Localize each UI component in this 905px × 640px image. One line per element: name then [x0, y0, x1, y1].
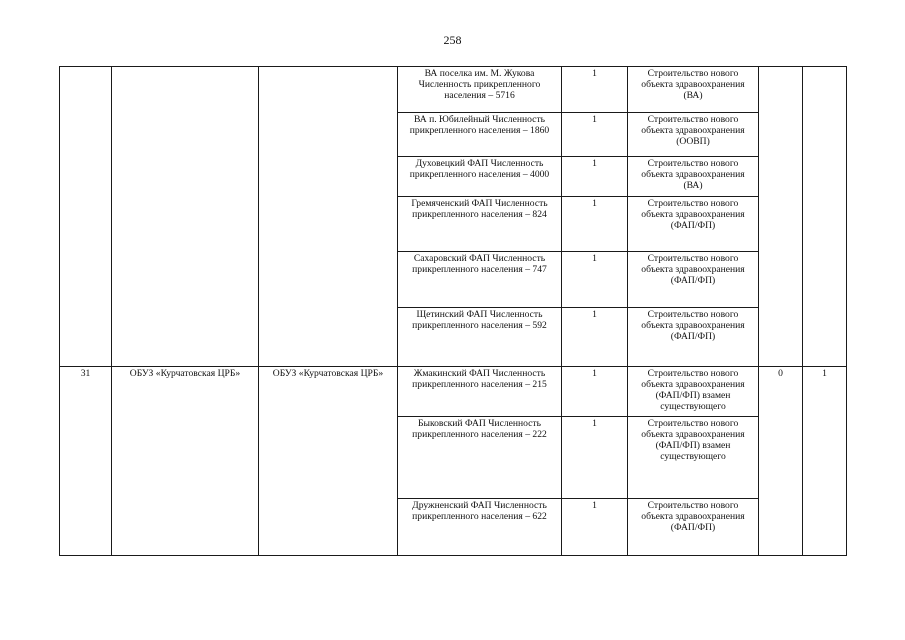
count-cell: 1	[562, 113, 628, 157]
org-cell-empty	[112, 67, 259, 367]
count-cell: 1	[562, 157, 628, 197]
action-cell: Строительство нового объекта здравоохранения (ФАП/ФП)	[628, 252, 759, 308]
count-cell: 1	[562, 499, 628, 556]
org-cell: ОБУЗ «Курчатовская ЦРБ»	[112, 367, 259, 556]
facility-cell: Сахаровский ФАП Численность прикрепленного населения – 747	[398, 252, 562, 308]
value-b-cell: 1	[803, 367, 847, 556]
count-cell: 1	[562, 367, 628, 417]
facility-cell: Дружненский ФАП Численность прикрепленного населения – 622	[398, 499, 562, 556]
count-cell: 1	[562, 197, 628, 252]
index-cell: 31	[60, 367, 112, 556]
value-b-cell-empty	[803, 67, 847, 367]
value-a-cell-empty	[759, 67, 803, 367]
count-cell: 1	[562, 308, 628, 367]
value-a-cell: 0	[759, 367, 803, 556]
count-cell: 1	[562, 417, 628, 499]
org-short-cell: ОБУЗ «Курчатовская ЦРБ»	[259, 367, 398, 556]
action-cell: Строительство нового объекта здравоохранения (ФАП/ФП)	[628, 197, 759, 252]
action-cell: Строительство нового объекта здравоохранения (ФАП/ФП) взамен существующего	[628, 367, 759, 417]
count-cell: 1	[562, 67, 628, 113]
action-cell: Строительство нового объекта здравоохранения (ВА)	[628, 157, 759, 197]
facility-cell: Духовецкий ФАП Численность прикрепленного населения – 4000	[398, 157, 562, 197]
facility-cell: Щетинский ФАП Численность прикрепленного населения – 592	[398, 308, 562, 367]
facility-cell: Гремяченский ФАП Численность прикрепленного населения – 824	[398, 197, 562, 252]
action-cell: Строительство нового объекта здравоохранения (ВА)	[628, 67, 759, 113]
action-cell: Строительство нового объекта здравоохранения (ФАП/ФП) взамен существующего	[628, 417, 759, 499]
count-cell: 1	[562, 252, 628, 308]
table-row	[60, 367, 847, 417]
action-cell: Строительство нового объекта здравоохранения (ФАП/ФП)	[628, 308, 759, 367]
facilities-table	[59, 66, 847, 556]
facility-cell: Жмакинский ФАП Численность прикрепленного населения – 215	[398, 367, 562, 417]
facility-cell: ВА п. Юбилейный Численность прикрепленного населения – 1860	[398, 113, 562, 157]
action-cell: Строительство нового объекта здравоохранения (ООВП)	[628, 113, 759, 157]
table-row	[60, 67, 847, 113]
index-cell-empty	[60, 67, 112, 367]
org-short-cell-empty	[259, 67, 398, 367]
facility-cell: Быковский ФАП Численность прикрепленного населения – 222	[398, 417, 562, 499]
facility-cell: ВА поселка им. М. Жукова Численность прикрепленного населения – 5716	[398, 67, 562, 113]
action-cell: Строительство нового объекта здравоохранения (ФАП/ФП)	[628, 499, 759, 556]
page-number: 258	[443, 33, 462, 47]
